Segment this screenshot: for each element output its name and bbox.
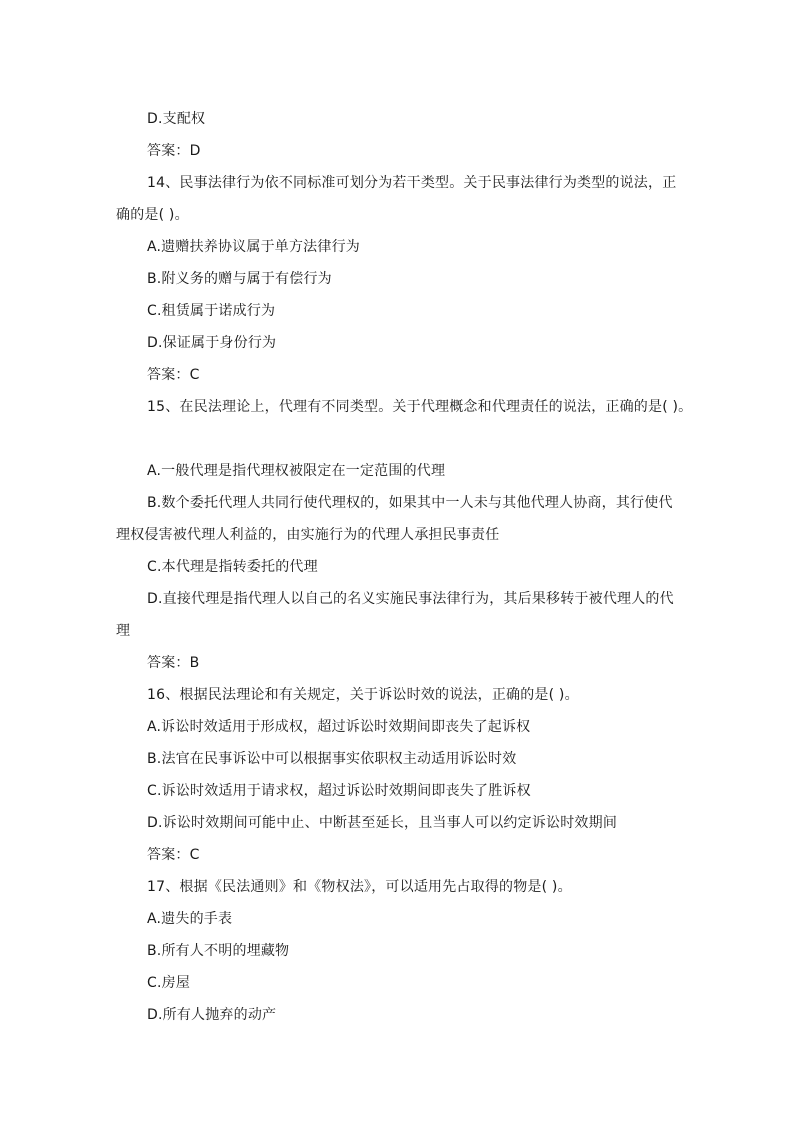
option-line: A.遗失的手表 [147,911,233,927]
option-line: A.遗赠扶养协议属于单方法律行为 [147,239,360,255]
answer-line: 答案：C [147,847,200,863]
answer-line: 答案：C [147,367,200,383]
option-line: B.法官在民事诉讼中可以根据事实依职权主动适用诉讼时效 [147,751,517,767]
option-line: B.所有人不明的埋藏物 [147,943,290,959]
answer-line: 答案：D [147,143,201,159]
option-line: B.数个委托代理人共同行使代理权的，如果其中一人未与其他代理人协商，其行使代 [147,495,673,511]
option-cont-line: 理 [116,623,131,639]
option-line: D.诉讼时效期间可能中止、中断甚至延长，且当事人可以约定诉讼时效期间 [147,815,618,831]
question-cont-line: 确的是( )。 [116,207,189,223]
option-line: C.本代理是指转委托的代理 [147,559,318,575]
option-line: C.租赁属于诺成行为 [147,303,276,319]
question-line: 15、在民法理论上，代理有不同类型。关于代理概念和代理责任的说法，正确的是( )。 [147,399,693,415]
option-line: D.所有人抛弃的动产 [147,1007,277,1023]
option-line: A.诉讼时效适用于形成权，超过诉讼时效期间即丧失了起诉权 [147,719,531,735]
option-line: D.支配权 [147,111,206,127]
option-line: A.一般代理是指代理权被限定在一定范围的代理 [147,463,446,479]
option-line: C.房屋 [147,975,191,991]
option-line: D.保证属于身份行为 [147,335,277,351]
option-line: C.诉讼时效适用于请求权，超过诉讼时效期间即丧失了胜诉权 [147,783,531,799]
option-line: B.附义务的赠与属于有偿行为 [147,271,332,287]
question-line: 17、根据《民法通则》和《物权法》，可以适用先占取得的物是( )。 [147,879,572,895]
question-line: 16、根据民法理论和有关规定，关于诉讼时效的说法，正确的是( )。 [147,687,579,703]
option-cont-line: 理权侵害被代理人利益的，由实施行为的代理人承担民事责任 [116,527,500,543]
option-line: D.直接代理是指代理人以自己的名义实施民事法律行为，其后果移转于被代理人的代 [147,591,674,607]
answer-line: 答案：B [147,655,200,671]
question-line: 14、民事法律行为依不同标准可划分为若干类型。关于民事法律行为类型的说法，正 [147,175,677,191]
